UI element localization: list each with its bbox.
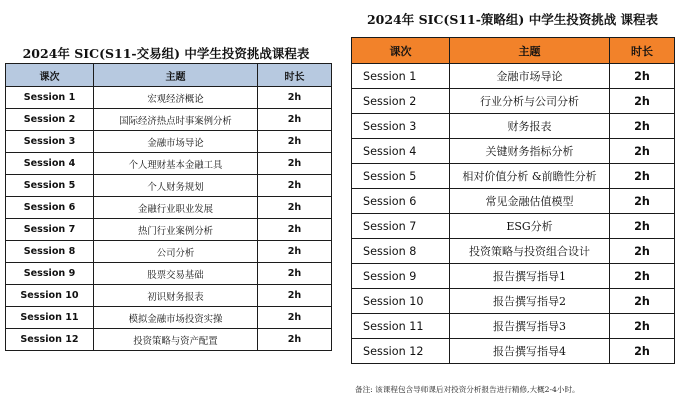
topic-cell: 个人财务规划	[94, 175, 258, 197]
table-row	[6, 285, 332, 307]
topic-cell: 报告撰写指导1	[450, 264, 610, 289]
table-row	[6, 241, 332, 263]
topic-cell: 模拟金融市场投资实操	[94, 307, 258, 329]
duration-cell: 2h	[258, 241, 332, 263]
session-cell: Session 10	[6, 285, 94, 307]
duration-cell: 2h	[610, 89, 675, 114]
duration-cell: 2h	[610, 339, 675, 364]
session-cell: Session 1	[352, 64, 450, 89]
duration-cell: 2h	[610, 139, 675, 164]
topic-cell: 财务报表	[450, 114, 610, 139]
table-row	[6, 263, 332, 285]
table-row	[6, 329, 332, 351]
topic-cell: 宏观经济概论	[94, 87, 258, 109]
topic-cell: 行业分析与公司分析	[450, 89, 610, 114]
duration-cell: 2h	[610, 264, 675, 289]
session-cell: Session 12	[352, 339, 450, 364]
table-row	[352, 139, 675, 164]
duration-cell: 2h	[258, 87, 332, 109]
duration-cell: 2h	[258, 131, 332, 153]
topic-cell: 关键财务指标分析	[450, 139, 610, 164]
topic-cell: 常见金融估值模型	[450, 189, 610, 214]
topic-cell: 报告撰写指导3	[450, 314, 610, 339]
session-cell: Session 3	[352, 114, 450, 139]
table-row	[6, 307, 332, 329]
right-schedule-title: 2024年 SIC(S11-策略组) 中学生投资挑战 课程表	[366, 12, 659, 27]
right-header-session: 课次	[352, 38, 450, 64]
right-header-duration: 时长	[610, 38, 675, 64]
left-header-row	[6, 64, 332, 87]
topic-cell: 热门行业案例分析	[94, 219, 258, 241]
session-cell: Session 7	[6, 219, 94, 241]
table-row	[352, 289, 675, 314]
duration-cell: 2h	[258, 263, 332, 285]
session-cell: Session 11	[6, 307, 94, 329]
table-row	[352, 164, 675, 189]
topic-cell: 个人理财基本金融工具	[94, 153, 258, 175]
table-row	[352, 214, 675, 239]
topic-cell: 金融行业职业发展	[94, 197, 258, 219]
duration-cell: 2h	[258, 109, 332, 131]
session-cell: Session 1	[6, 87, 94, 109]
table-row	[6, 219, 332, 241]
session-cell: Session 8	[352, 239, 450, 264]
session-cell: Session 5	[6, 175, 94, 197]
topic-cell: 股票交易基础	[94, 263, 258, 285]
table-row	[352, 189, 675, 214]
table-row	[6, 131, 332, 153]
session-cell: Session 9	[352, 264, 450, 289]
topic-cell: 金融市场导论	[94, 131, 258, 153]
session-cell: Session 8	[6, 241, 94, 263]
table-row	[6, 175, 332, 197]
topic-cell: 国际经济热点时事案例分析	[94, 109, 258, 131]
table-row	[6, 109, 332, 131]
duration-cell: 2h	[610, 114, 675, 139]
topic-cell: 投资策略与投资组合设计	[450, 239, 610, 264]
session-cell: Session 6	[352, 189, 450, 214]
topic-cell: 金融市场导论	[450, 64, 610, 89]
duration-cell: 2h	[610, 239, 675, 264]
session-cell: Session 3	[6, 131, 94, 153]
duration-cell: 2h	[258, 153, 332, 175]
course-note: 备注: 该课程包含导师课后对投资分析报告进行精修,大概2-4小时。	[355, 385, 580, 394]
session-cell: Session 4	[6, 153, 94, 175]
session-cell: Session 2	[352, 89, 450, 114]
session-cell: Session 9	[6, 263, 94, 285]
session-cell: Session 5	[352, 164, 450, 189]
table-row	[6, 197, 332, 219]
topic-cell: 公司分析	[94, 241, 258, 263]
table-row	[352, 314, 675, 339]
duration-cell: 2h	[258, 307, 332, 329]
duration-cell: 2h	[610, 314, 675, 339]
table-row	[352, 264, 675, 289]
topic-cell: 报告撰写指导4	[450, 339, 610, 364]
topic-cell: 投资策略与资产配置	[94, 329, 258, 351]
table-row	[6, 153, 332, 175]
duration-cell: 2h	[258, 175, 332, 197]
duration-cell: 2h	[610, 64, 675, 89]
duration-cell: 2h	[610, 164, 675, 189]
topic-cell: 报告撰写指导2	[450, 289, 610, 314]
topic-cell: 初识财务报表	[94, 285, 258, 307]
duration-cell: 2h	[610, 189, 675, 214]
right-header-row	[352, 38, 675, 64]
duration-cell: 2h	[258, 329, 332, 351]
duration-cell: 2h	[258, 219, 332, 241]
right-schedule-table	[351, 37, 675, 364]
table-row	[352, 114, 675, 139]
topic-cell: 相对价值分析 &前瞻性分析	[450, 164, 610, 189]
session-cell: Session 12	[6, 329, 94, 351]
table-row	[352, 89, 675, 114]
topic-cell: ESG分析	[450, 214, 610, 239]
table-row	[352, 239, 675, 264]
left-header-session: 课次	[6, 64, 94, 87]
duration-cell: 2h	[610, 289, 675, 314]
session-cell: Session 2	[6, 109, 94, 131]
table-row	[352, 64, 675, 89]
left-schedule-title: 2024年 SIC(S11-交易组) 中学生投资挑战课程表	[22, 46, 310, 61]
duration-cell: 2h	[258, 285, 332, 307]
session-cell: Session 4	[352, 139, 450, 164]
right-header-topic: 主题	[450, 38, 610, 64]
left-header-topic: 主题	[94, 64, 258, 87]
duration-cell: 2h	[258, 197, 332, 219]
left-header-duration: 时长	[258, 64, 332, 87]
session-cell: Session 11	[352, 314, 450, 339]
table-row	[6, 87, 332, 109]
session-cell: Session 10	[352, 289, 450, 314]
session-cell: Session 7	[352, 214, 450, 239]
table-row	[352, 339, 675, 364]
duration-cell: 2h	[610, 214, 675, 239]
left-schedule-table	[5, 63, 332, 351]
session-cell: Session 6	[6, 197, 94, 219]
